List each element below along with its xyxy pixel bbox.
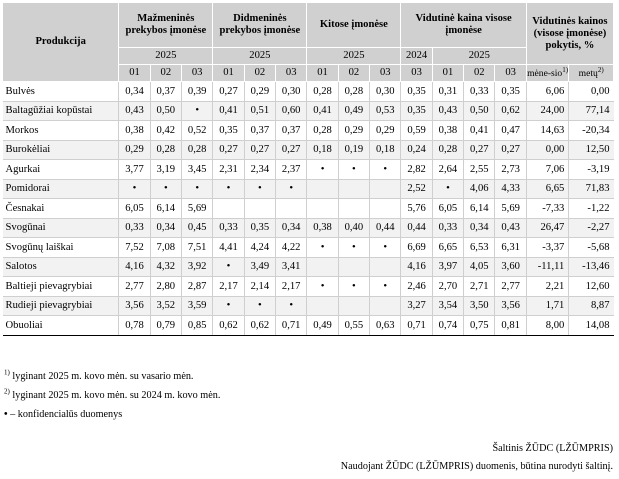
table-cell: -3,19: [569, 160, 614, 180]
table-cell: 0,30: [276, 82, 307, 102]
table-cell: 14,63: [526, 121, 568, 141]
table-cell: 3,97: [432, 257, 463, 277]
table-cell: 0,47: [495, 121, 526, 141]
table-cell: •: [182, 101, 213, 121]
header-change-year: metų$^{2)}$: [569, 65, 614, 82]
table-cell: •: [213, 179, 244, 199]
table-cell: 4,06: [464, 179, 495, 199]
header-year: 2025: [432, 48, 526, 65]
table-cell: 0,27: [495, 140, 526, 160]
table-cell: •: [338, 277, 369, 297]
table-cell: 3,49: [244, 257, 275, 277]
table-cell: 0,35: [401, 101, 432, 121]
table-cell: 0,28: [150, 140, 181, 160]
table-cell: 3,45: [182, 160, 213, 180]
table-cell: 0,40: [338, 218, 369, 238]
table-cell: 0,27: [276, 140, 307, 160]
table-cell: 0,33: [464, 82, 495, 102]
table-cell: 0,34: [464, 218, 495, 238]
table-cell: 0,55: [338, 316, 369, 336]
table-cell: 4,16: [401, 257, 432, 277]
header-year: 2025: [307, 48, 401, 65]
table-cell: -3,37: [526, 238, 568, 258]
table-cell: 2,82: [401, 160, 432, 180]
table-cell: 0,28: [307, 121, 338, 141]
table-row: [3, 179, 614, 199]
table-row: [3, 238, 614, 258]
table-cell: [244, 199, 275, 219]
table-cell: 6,06: [526, 82, 568, 102]
row-product-name: Pomidorai: [3, 179, 119, 199]
table-cell: 0,38: [119, 121, 150, 141]
table-cell: 2,64: [432, 160, 463, 180]
row-product-name: Obuoliai: [3, 316, 119, 336]
table-cell: 0,27: [464, 140, 495, 160]
table-cell: 3,19: [150, 160, 181, 180]
header-year: 2025: [213, 48, 307, 65]
table-cell: [370, 296, 401, 316]
table-row: [3, 257, 614, 277]
table-cell: 12,50: [569, 140, 614, 160]
price-table: [2, 2, 614, 336]
row-product-name: Bulvės: [3, 82, 119, 102]
table-cell: 3,60: [495, 257, 526, 277]
table-cell: 0,49: [307, 316, 338, 336]
table-cell: 7,06: [526, 160, 568, 180]
source-note: Naudojant ŽŪDC (LŽŪMPRIS) duomenis, būtina nurodyti šaltinį.: [340, 461, 613, 472]
table-cell: 6,05: [119, 199, 150, 219]
table-cell: 0,35: [213, 121, 244, 141]
table-cell: 0,85: [182, 316, 213, 336]
table-cell: 3,77: [119, 160, 150, 180]
table-cell: 0,29: [244, 82, 275, 102]
table-cell: 2,21: [526, 277, 568, 297]
table-cell: •: [119, 179, 150, 199]
table-row: [3, 316, 614, 336]
table-cell: 3,56: [119, 296, 150, 316]
table-cell: -11,11: [526, 257, 568, 277]
table-cell: 0,37: [276, 121, 307, 141]
table-cell: 0,29: [370, 121, 401, 141]
table-cell: 2,34: [244, 160, 275, 180]
table-cell: 3,27: [401, 296, 432, 316]
header-month: 03: [401, 65, 432, 82]
table-cell: •: [307, 238, 338, 258]
table-cell: 2,70: [432, 277, 463, 297]
table-cell: 4,05: [464, 257, 495, 277]
table-cell: 6,69: [401, 238, 432, 258]
header-month: 03: [276, 65, 307, 82]
table-cell: 6,05: [432, 199, 463, 219]
table-cell: 4,41: [213, 238, 244, 258]
table-cell: 3,59: [182, 296, 213, 316]
table-cell: •: [432, 179, 463, 199]
table-cell: •: [370, 238, 401, 258]
footnote-1: $^{1)}$ lyginant 2025 m. kovo mėn. su vasario mėn.: [4, 368, 194, 382]
table-row: [3, 277, 614, 297]
table-cell: -13,46: [569, 257, 614, 277]
table-cell: •: [150, 179, 181, 199]
table-cell: 2,31: [213, 160, 244, 180]
table-body: [3, 82, 614, 336]
table-cell: 0,41: [213, 101, 244, 121]
table-cell: 0,00: [526, 140, 568, 160]
row-product-name: Svogūnai: [3, 218, 119, 238]
table-cell: 6,14: [150, 199, 181, 219]
header-group-change: Vidutinės kainos (visose įmonėse) pokytis, %: [526, 3, 613, 65]
table-cell: 0,33: [213, 218, 244, 238]
table-cell: -20,34: [569, 121, 614, 141]
table-cell: 0,74: [432, 316, 463, 336]
row-product-name: Baltieji pievagrybiai: [3, 277, 119, 297]
table-cell: •: [307, 160, 338, 180]
header-month: 01: [119, 65, 150, 82]
row-product-name: Burokėliai: [3, 140, 119, 160]
table-cell: 6,31: [495, 238, 526, 258]
table-cell: 0,79: [150, 316, 181, 336]
table-cell: •: [213, 296, 244, 316]
table-cell: •: [244, 179, 275, 199]
table-cell: [307, 199, 338, 219]
table-cell: 6,65: [526, 179, 568, 199]
header-month: 01: [213, 65, 244, 82]
table-cell: 12,60: [569, 277, 614, 297]
table-cell: -1,22: [569, 199, 614, 219]
table-cell: 2,55: [464, 160, 495, 180]
table-cell: [307, 257, 338, 277]
table-cell: 0,33: [119, 218, 150, 238]
table-cell: 0,78: [119, 316, 150, 336]
table-cell: 0,34: [119, 82, 150, 102]
table-row: [3, 160, 614, 180]
table-cell: [276, 199, 307, 219]
row-product-name: Agurkai: [3, 160, 119, 180]
table-cell: 2,14: [244, 277, 275, 297]
table-cell: 5,69: [495, 199, 526, 219]
table-row: [3, 199, 614, 219]
table-cell: 8,00: [526, 316, 568, 336]
header-month: 02: [464, 65, 495, 82]
table-cell: 0,50: [150, 101, 181, 121]
header-month: 03: [370, 65, 401, 82]
table-cell: 0,34: [150, 218, 181, 238]
row-product-name: Baltagūžiai kopūstai: [3, 101, 119, 121]
table-cell: 0,62: [495, 101, 526, 121]
table-cell: 0,27: [213, 82, 244, 102]
table-cell: 1,71: [526, 296, 568, 316]
table-cell: 0,43: [432, 101, 463, 121]
table-cell: 2,52: [401, 179, 432, 199]
table-cell: 0,59: [401, 121, 432, 141]
row-product-name: Salotos: [3, 257, 119, 277]
table-cell: 0,43: [119, 101, 150, 121]
header-month: 01: [432, 65, 463, 82]
table-cell: 0,28: [338, 82, 369, 102]
header-month: 02: [338, 65, 369, 82]
header-year: 2024: [401, 48, 432, 65]
table-cell: 3,50: [464, 296, 495, 316]
source-label: Šaltinis ŽŪDC (LŽŪMPRIS): [492, 443, 613, 454]
table-cell: 3,41: [276, 257, 307, 277]
table-cell: 0,28: [307, 82, 338, 102]
header-change-month: mėne-sio$^{1)}$: [526, 65, 568, 82]
table-cell: 0,24: [401, 140, 432, 160]
table-cell: 0,44: [401, 218, 432, 238]
footnote-3: • – konfidencialūs duomenys: [4, 409, 123, 420]
table-cell: 7,51: [182, 238, 213, 258]
table-cell: 4,33: [495, 179, 526, 199]
table-cell: 0,62: [244, 316, 275, 336]
table-cell: 0,41: [464, 121, 495, 141]
table-cell: 6,53: [464, 238, 495, 258]
table-cell: •: [307, 277, 338, 297]
table-cell: •: [213, 257, 244, 277]
table-cell: 0,75: [464, 316, 495, 336]
table-cell: •: [338, 160, 369, 180]
table-cell: 0,33: [432, 218, 463, 238]
table-cell: 0,18: [307, 140, 338, 160]
table-cell: 0,37: [150, 82, 181, 102]
table-cell: 0,42: [150, 121, 181, 141]
header-product: Produkcija: [3, 3, 119, 82]
table-cell: [370, 199, 401, 219]
table-cell: 0,27: [213, 140, 244, 160]
table-cell: 0,18: [370, 140, 401, 160]
footnotes: [4, 367, 220, 424]
table-row: [3, 218, 614, 238]
table-cell: •: [338, 238, 369, 258]
table-cell: 3,92: [182, 257, 213, 277]
table-cell: 7,52: [119, 238, 150, 258]
table-cell: 0,29: [119, 140, 150, 160]
table-cell: 0,81: [495, 316, 526, 336]
table-cell: 0,71: [401, 316, 432, 336]
header-group-other: Kitose įmonėse: [307, 3, 401, 48]
header-month: 02: [244, 65, 275, 82]
table-cell: •: [370, 160, 401, 180]
table-cell: [213, 199, 244, 219]
table-cell: 0,51: [244, 101, 275, 121]
table-cell: 0,35: [495, 82, 526, 102]
table-cell: [338, 179, 369, 199]
table-cell: 2,71: [464, 277, 495, 297]
table-cell: •: [276, 296, 307, 316]
table-cell: 2,17: [213, 277, 244, 297]
table-cell: •: [276, 179, 307, 199]
table-cell: 0,00: [569, 82, 614, 102]
table-cell: 0,38: [432, 121, 463, 141]
header-group-retail: Mažmeninės prekybos įmonėse: [119, 3, 213, 48]
table-cell: 2,37: [276, 160, 307, 180]
table-cell: -5,68: [569, 238, 614, 258]
table-cell: 0,63: [370, 316, 401, 336]
table-cell: 77,14: [569, 101, 614, 121]
table-cell: -7,33: [526, 199, 568, 219]
header-group-average: Vidutinė kaina visose įmonėse: [401, 3, 526, 48]
table-cell: 26,47: [526, 218, 568, 238]
table-cell: 4,24: [244, 238, 275, 258]
header-month: 03: [182, 65, 213, 82]
table-cell: 0,30: [370, 82, 401, 102]
table-cell: [307, 296, 338, 316]
header-month: 03: [495, 65, 526, 82]
table-cell: 0,35: [401, 82, 432, 102]
table-cell: 4,22: [276, 238, 307, 258]
table-cell: 14,08: [569, 316, 614, 336]
table-cell: 0,53: [370, 101, 401, 121]
table-cell: 0,49: [338, 101, 369, 121]
table-cell: 0,41: [307, 101, 338, 121]
header-month: 02: [150, 65, 181, 82]
table-cell: 8,87: [569, 296, 614, 316]
table-cell: 0,38: [307, 218, 338, 238]
table-cell: 3,52: [150, 296, 181, 316]
table-row: [3, 101, 614, 121]
table-cell: 0,31: [432, 82, 463, 102]
table-cell: 0,62: [213, 316, 244, 336]
table-cell: 2,73: [495, 160, 526, 180]
table-cell: 0,28: [432, 140, 463, 160]
row-product-name: Svogūnų laiškai: [3, 238, 119, 258]
table-cell: 0,44: [370, 218, 401, 238]
table-cell: 2,77: [119, 277, 150, 297]
table-cell: 0,35: [244, 218, 275, 238]
table-cell: [338, 296, 369, 316]
table-row: [3, 296, 614, 316]
table-cell: -2,27: [569, 218, 614, 238]
table-cell: 0,71: [276, 316, 307, 336]
table-cell: 4,32: [150, 257, 181, 277]
table-cell: 3,54: [432, 296, 463, 316]
table-cell: 0,39: [182, 82, 213, 102]
table-cell: [370, 179, 401, 199]
table-cell: [338, 199, 369, 219]
table-cell: 2,46: [401, 277, 432, 297]
table-cell: 2,80: [150, 277, 181, 297]
header-year: 2025: [119, 48, 213, 65]
table-cell: 3,56: [495, 296, 526, 316]
table-cell: 0,50: [464, 101, 495, 121]
table-cell: 4,16: [119, 257, 150, 277]
table-cell: 0,45: [182, 218, 213, 238]
table-cell: [370, 257, 401, 277]
table-cell: [307, 179, 338, 199]
table-cell: 0,27: [244, 140, 275, 160]
table-row: [3, 140, 614, 160]
table-cell: 0,28: [182, 140, 213, 160]
table-cell: 0,43: [495, 218, 526, 238]
table-cell: 0,34: [276, 218, 307, 238]
table-cell: 5,69: [182, 199, 213, 219]
table-row: [3, 121, 614, 141]
table-cell: •: [182, 179, 213, 199]
table-cell: 24,00: [526, 101, 568, 121]
table-cell: 2,77: [495, 277, 526, 297]
header-group-wholesale: Didmeninės prekybos įmonėse: [213, 3, 307, 48]
table-cell: 0,37: [244, 121, 275, 141]
table-cell: 5,76: [401, 199, 432, 219]
header-month: 01: [307, 65, 338, 82]
table-cell: •: [370, 277, 401, 297]
table-cell: 71,83: [569, 179, 614, 199]
table-cell: 0,19: [338, 140, 369, 160]
row-product-name: Česnakai: [3, 199, 119, 219]
row-product-name: Morkos: [3, 121, 119, 141]
table-cell: 6,65: [432, 238, 463, 258]
table-cell: 7,08: [150, 238, 181, 258]
table-cell: 0,29: [338, 121, 369, 141]
table-cell: [338, 257, 369, 277]
table-cell: 2,87: [182, 277, 213, 297]
row-product-name: Rudieji pievagrybiai: [3, 296, 119, 316]
table-cell: 2,17: [276, 277, 307, 297]
table-row: [3, 82, 614, 102]
footnote-2: $^{2)}$ lyginant 2025 m. kovo mėn. su 2024 m. kovo mėn.: [4, 387, 221, 401]
table-cell: 0,60: [276, 101, 307, 121]
table-cell: 6,14: [464, 199, 495, 219]
table-cell: 0,52: [182, 121, 213, 141]
table-cell: •: [244, 296, 275, 316]
